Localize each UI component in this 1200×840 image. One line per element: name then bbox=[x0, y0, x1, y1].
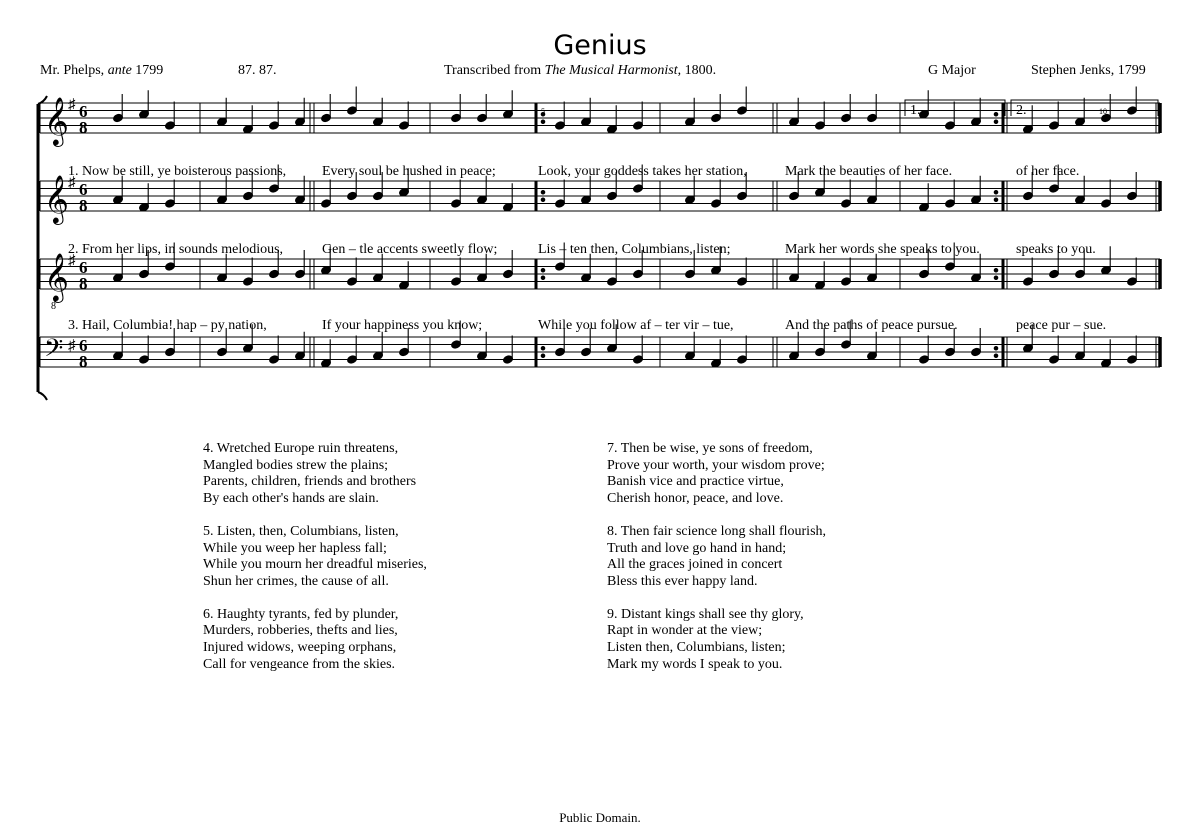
stanza-line: All the graces joined in concert bbox=[607, 557, 783, 573]
verse3-lyric-segment: peace pur – sue. bbox=[1016, 318, 1107, 333]
repeat-dot bbox=[541, 268, 545, 272]
composer: Stephen Jenks, 1799 bbox=[1031, 63, 1146, 78]
transcribed-suffix: , 1800. bbox=[677, 63, 717, 78]
measure-number: 10 bbox=[1099, 107, 1107, 116]
system-bracket-bottom bbox=[38, 392, 47, 400]
measure-number: 5 bbox=[541, 107, 545, 116]
sharp-icon: ♯ bbox=[68, 175, 76, 191]
stanza-line: While you mourn her dreadful miseries, bbox=[203, 557, 427, 573]
repeat-dot bbox=[994, 354, 998, 358]
transcribed-prefix: Transcribed from bbox=[444, 63, 545, 78]
stanza-line: Call for vengeance from the skies. bbox=[203, 656, 396, 672]
stanza-line: Banish vice and practice virtue, bbox=[607, 474, 784, 490]
verse1-lyric-segment: Mark the beauties of her face. bbox=[785, 164, 953, 179]
treble-clef-icon: 𝄞 bbox=[44, 177, 69, 223]
repeat-dot bbox=[994, 268, 998, 272]
bass-clef-icon: 𝄢 bbox=[44, 335, 64, 368]
ending-label: 2. bbox=[1016, 103, 1027, 118]
stanza-line: Mangled bodies strew the plains; bbox=[203, 457, 389, 473]
stanza-line: While you weep her hapless fall; bbox=[203, 540, 387, 556]
ending-label: 1. bbox=[910, 103, 921, 118]
verse2-lyric-segment: 2. From her lips, in sounds melodious, bbox=[68, 242, 284, 257]
repeat-dot bbox=[994, 276, 998, 280]
stanza-column-left bbox=[203, 441, 427, 673]
stanza-line: 4. Wretched Europe ruin threatens, bbox=[203, 441, 399, 456]
stanza-5 bbox=[203, 524, 427, 591]
arranger-qualifier: ante bbox=[107, 63, 132, 78]
repeat-dot bbox=[541, 120, 545, 124]
repeat-dot bbox=[994, 112, 998, 116]
repeat-dot bbox=[541, 354, 545, 358]
transcribed-source-title: The Musical Harmonist bbox=[544, 63, 678, 78]
stanza-line: 5. Listen, then, Columbians, listen, bbox=[203, 523, 399, 539]
stanza-6 bbox=[203, 607, 427, 674]
key-signature-label: G Major bbox=[928, 63, 976, 78]
verse2-lyric-segment: Lis – ten then, Columbians, listen; bbox=[538, 242, 731, 257]
arranger-name: Mr. Phelps, bbox=[40, 63, 108, 78]
verse1-lyric-segment: of her face. bbox=[1016, 164, 1080, 179]
arranger-year: 1799 bbox=[131, 63, 164, 78]
octave-marking: 8 bbox=[51, 301, 56, 312]
repeat-dot bbox=[541, 190, 545, 194]
stanza-line: 6. Haughty tyrants, fed by plunder, bbox=[203, 606, 399, 622]
stanza-9 bbox=[607, 607, 826, 674]
stanza-line: Prove your worth, your wisdom prove; bbox=[607, 457, 825, 473]
repeat-dot bbox=[994, 346, 998, 350]
repeat-dot bbox=[541, 198, 545, 202]
stanza-line: Cherish honor, peace, and love. bbox=[607, 491, 784, 507]
stanza-line: Shun her crimes, the cause of all. bbox=[203, 573, 389, 589]
repeat-dot bbox=[994, 198, 998, 202]
time-signature-bottom: 8 bbox=[79, 118, 88, 137]
stanza-line: Injured widows, weeping orphans, bbox=[203, 640, 397, 656]
stanza-column-right bbox=[607, 441, 826, 673]
time-signature-top: 6 bbox=[79, 180, 88, 199]
time-signature-bottom: 8 bbox=[79, 196, 88, 215]
treble-clef-icon: 𝄞 bbox=[44, 99, 69, 145]
repeat-dot bbox=[994, 120, 998, 124]
stanza-line: 7. Then be wise, ye sons of freedom, bbox=[607, 441, 813, 456]
verse2-lyric-segment: speaks to you. bbox=[1016, 242, 1096, 257]
sharp-icon: ♯ bbox=[68, 338, 76, 354]
stanza-line: Rapt in wonder at the view; bbox=[607, 623, 763, 639]
sharp-icon: ♯ bbox=[68, 97, 76, 113]
stanza-line: 8. Then fair science long shall flourish, bbox=[607, 523, 827, 539]
stanza-line: Murders, robberies, thefts and lies, bbox=[203, 623, 398, 639]
repeat-dot bbox=[541, 346, 545, 350]
footer-license: Public Domain. bbox=[559, 810, 641, 825]
sharp-icon: ♯ bbox=[68, 253, 76, 269]
verse2-lyric-segment: Gen – tle accents sweetly flow; bbox=[322, 242, 498, 257]
stanza-line: By each other's hands are slain. bbox=[203, 491, 379, 507]
repeat-dot bbox=[994, 190, 998, 194]
time-signature-top: 6 bbox=[79, 102, 88, 121]
stanza-line: Truth and love go hand in hand; bbox=[607, 540, 787, 556]
verse1-lyric-segment: Look, your goddess takes her station, bbox=[538, 164, 747, 179]
stanza-7 bbox=[607, 441, 826, 508]
time-signature-bottom: 8 bbox=[79, 352, 88, 371]
page-title: Genius bbox=[553, 30, 647, 61]
verse3-lyric-segment: If your happiness you know; bbox=[322, 318, 483, 333]
treble-clef-icon: 𝄞 bbox=[44, 255, 69, 301]
stanza-8 bbox=[607, 524, 826, 591]
time-signature-bottom: 8 bbox=[79, 274, 88, 293]
stanza-line: Listen then, Columbians, listen; bbox=[607, 640, 786, 656]
stanza-line: Bless this ever happy land. bbox=[607, 573, 758, 589]
time-signature-top: 6 bbox=[79, 258, 88, 277]
repeat-dot bbox=[541, 276, 545, 280]
verse1-lyric-segment: 1. Now be still, ye boisterous passions, bbox=[68, 164, 287, 179]
verse3-lyric-segment: While you follow af – ter vir – tue, bbox=[538, 318, 734, 333]
stanza-4 bbox=[203, 441, 427, 508]
time-signature-top: 6 bbox=[79, 336, 88, 355]
verse3-lyric-segment: 3. Hail, Columbia! hap – py nation, bbox=[68, 318, 267, 333]
stanza-line: 9. Distant kings shall see thy glory, bbox=[607, 606, 804, 622]
verse3-lyric-segment: And the paths of peace pursue. bbox=[785, 318, 958, 333]
verse2-lyric-segment: Mark her words she speaks to you. bbox=[785, 242, 980, 257]
stanza-line: Parents, children, friends and brothers bbox=[203, 474, 417, 490]
stanza-line: Mark my words I speak to you. bbox=[607, 656, 783, 672]
verse1-lyric-segment: Every soul be hushed in peace; bbox=[322, 164, 496, 179]
meter: 87. 87. bbox=[238, 63, 277, 78]
